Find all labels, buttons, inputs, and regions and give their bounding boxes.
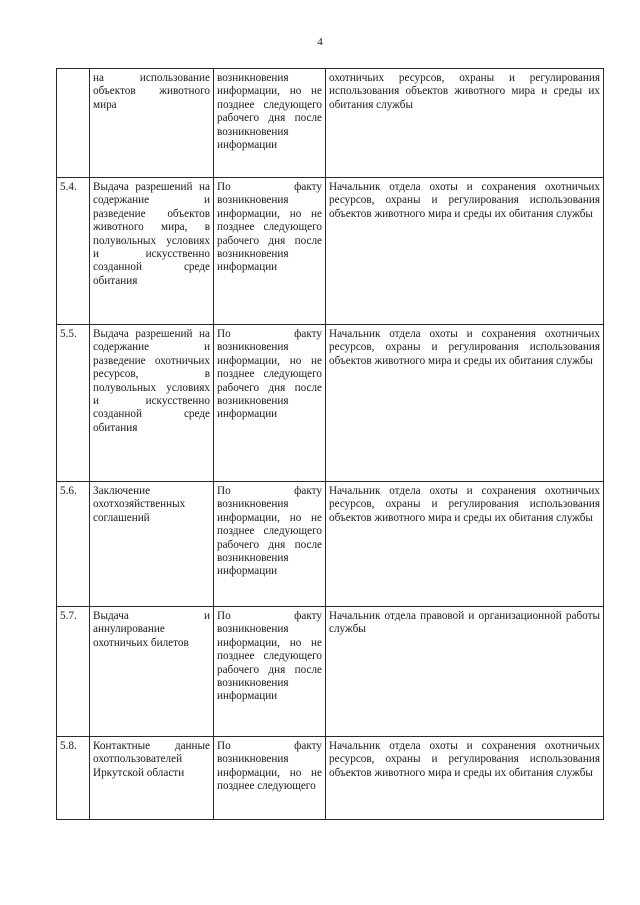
item-responsible-text: охотничьих ресурсов, охраны и регулирования использования объектов животного мира и среды их обитания службы bbox=[329, 72, 600, 111]
table-row bbox=[57, 737, 604, 820]
table-row bbox=[57, 607, 604, 737]
item-name-text: Выдача разрешений на содержание и разведение охотничьих ресурсов, в полувольных условиях и искусственно созданной среде обитания bbox=[93, 328, 210, 434]
item-responsible-text: Начальник отдела охоты и сохранения охотничьих ресурсов, охраны и регулирования использования объектов животного мира и среды их обитания службы bbox=[329, 485, 600, 524]
item-name bbox=[90, 607, 214, 737]
item-name-text: на использование объектов животного мира bbox=[93, 72, 210, 111]
row-number: 5.4. bbox=[57, 178, 90, 325]
item-responsible bbox=[326, 69, 604, 178]
item-name bbox=[90, 69, 214, 178]
item-term bbox=[214, 178, 326, 325]
item-name bbox=[90, 482, 214, 607]
item-term bbox=[214, 69, 326, 178]
item-name-text: Выдача разрешений на содержание и разведение объектов животного мира, в полувольных условиях и искусственно созданной среде обитания bbox=[93, 181, 210, 287]
item-name bbox=[90, 178, 214, 325]
item-name bbox=[90, 325, 214, 482]
row-number: 5.6. bbox=[57, 482, 90, 607]
item-term-text: По факту возникновения информации, но не позднее следующего рабочего дня после возникновения информации bbox=[217, 181, 322, 274]
table-row bbox=[57, 178, 604, 325]
row-number: 5.8. bbox=[57, 737, 90, 820]
item-term-text: По факту возникновения информации, но не позднее следующего рабочего дня после возникновения информации bbox=[217, 485, 322, 578]
item-term-text: По факту возникновения информации, но не позднее следующего рабочего дня после возникновения информации bbox=[217, 328, 322, 421]
table-row bbox=[57, 325, 604, 482]
item-responsible bbox=[326, 325, 604, 482]
item-responsible bbox=[326, 737, 604, 820]
item-term bbox=[214, 482, 326, 607]
item-term-text: По факту возникновения информации, но не позднее следующего рабочего дня после возникновения информации bbox=[217, 610, 322, 703]
row-number bbox=[57, 69, 90, 178]
row-number: 5.7. bbox=[57, 607, 90, 737]
item-responsible bbox=[326, 482, 604, 607]
item-name-text: Контактные данные охотпользователей Иркутской области bbox=[93, 740, 210, 779]
item-term-text: По факту возникновения информации, но не позднее следующего bbox=[217, 740, 322, 793]
row-number: 5.5. bbox=[57, 325, 90, 482]
item-term-text: возникновения информации, но не позднее следующего рабочего дня после возникновения информации bbox=[217, 72, 322, 152]
table-row bbox=[57, 482, 604, 607]
table-row bbox=[57, 69, 604, 178]
item-name-text: Заключение охотхозяйственных соглашений bbox=[93, 485, 186, 524]
responsibility-table bbox=[56, 68, 604, 820]
item-responsible-text: Начальник отдела охоты и сохранения охотничьих ресурсов, охраны и регулирования использования объектов животного мира и среды их обитания службы bbox=[329, 740, 600, 779]
item-responsible bbox=[326, 607, 604, 737]
item-responsible-text: Начальник отдела охоты и сохранения охотничьих ресурсов, охраны и регулирования использования объектов животного мира и среды их обитания службы bbox=[329, 328, 600, 367]
item-responsible-text: Начальник отдела охоты и сохранения охотничьих ресурсов, охраны и регулирования использования объектов животного мира и среды их обитания службы bbox=[329, 181, 600, 220]
item-responsible bbox=[326, 178, 604, 325]
page-number: 4 bbox=[317, 36, 323, 48]
item-term bbox=[214, 737, 326, 820]
item-term bbox=[214, 607, 326, 737]
item-responsible-text: Начальник отдела правовой и организационной работы службы bbox=[329, 610, 600, 636]
item-name bbox=[90, 737, 214, 820]
item-term bbox=[214, 325, 326, 482]
item-name-text: Выдача и аннулирование охотничьих билетов bbox=[93, 610, 210, 649]
